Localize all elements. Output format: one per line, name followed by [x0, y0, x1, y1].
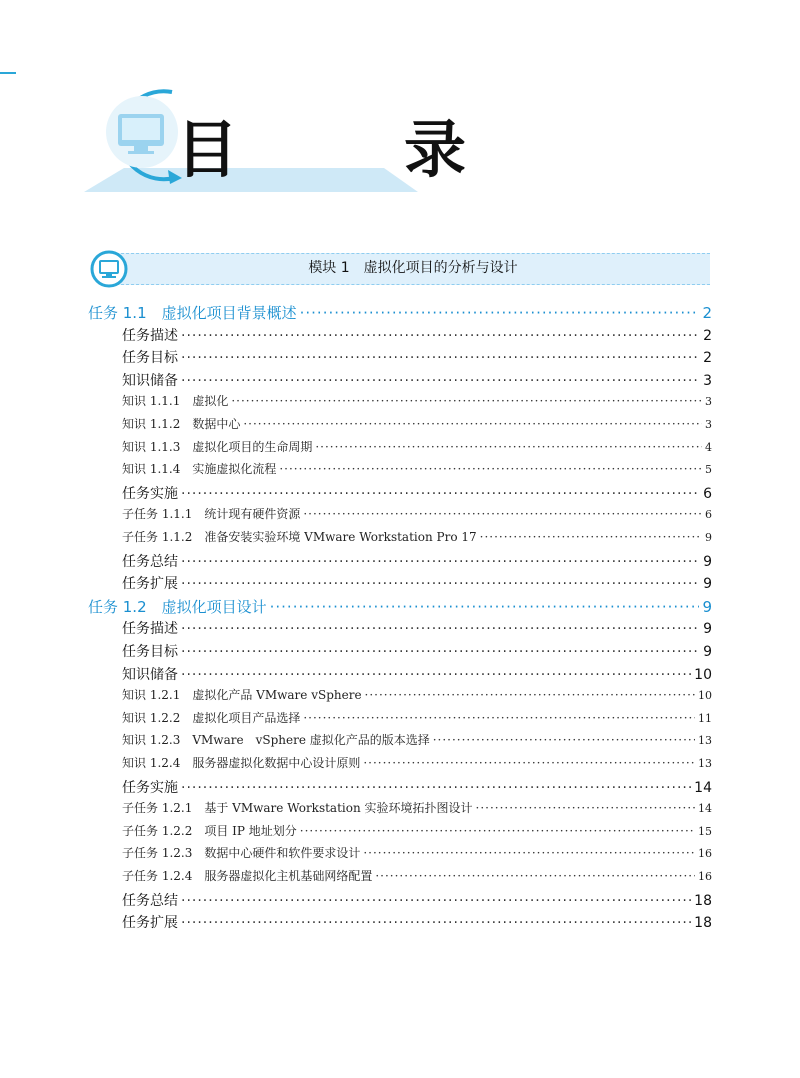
toc-entry-label: 子任务 1.2.3 数据中心硬件和软件要求设计 — [122, 846, 361, 861]
toc-leader-dots — [181, 486, 700, 502]
toc-leader-dots — [181, 644, 700, 660]
module-title: 模块 1 虚拟化项目的分析与设计 — [308, 260, 518, 276]
toc-entry-label: 子任务 1.2.4 服务器虚拟化主机基础网络配置 — [122, 869, 373, 883]
toc-entry-page: 13 — [698, 734, 712, 748]
toc-entry-page: 5 — [705, 463, 712, 477]
toc-leader-dots — [181, 554, 700, 570]
toc-entry[interactable] — [122, 844, 712, 861]
toc-entry[interactable] — [122, 890, 712, 910]
toc-entry[interactable] — [122, 709, 712, 726]
toc-leader-dots — [181, 576, 700, 592]
toc-entry-page: 9 — [703, 644, 712, 660]
toc-entry-page: 2 — [702, 304, 712, 322]
toc-entry-page: 3 — [705, 418, 712, 431]
toc-entry-page: 14 — [698, 802, 712, 816]
toc-entry-label: 任务目标 — [122, 644, 178, 660]
toc-entry-label: 任务目标 — [122, 350, 178, 367]
toc-entry-label: 任务实施 — [122, 779, 178, 796]
toc-entry[interactable] — [122, 618, 712, 638]
toc-entry-page: 3 — [703, 372, 712, 389]
toc-entry-page: 10 — [694, 666, 712, 683]
toc-entry-label: 知识储备 — [122, 666, 178, 683]
toc-leader-dots — [303, 711, 695, 725]
toc-entry-page: 13 — [698, 757, 712, 770]
toc-leader-dots — [181, 373, 700, 389]
toc-entry-page: 6 — [705, 508, 712, 522]
toc-entry-label: 任务描述 — [122, 327, 178, 344]
toc-leader-dots — [300, 824, 695, 838]
toc-entry[interactable] — [122, 347, 712, 367]
toc-entry[interactable] — [122, 528, 712, 545]
toc-leader-dots — [433, 733, 695, 747]
module-banner — [90, 250, 712, 288]
toc-leader-dots — [300, 304, 700, 322]
toc-leader-dots — [181, 328, 700, 344]
toc-leader-dots — [476, 801, 695, 815]
toc-entry-page: 9 — [703, 553, 712, 570]
toc-entry[interactable] — [122, 438, 712, 455]
toc-leader-dots — [181, 667, 691, 683]
toc-entry[interactable] — [122, 777, 712, 797]
toc-leader-dots — [181, 621, 700, 637]
toc-entry[interactable] — [122, 415, 712, 432]
toc-entry[interactable] — [88, 302, 712, 323]
top-edge-rule — [0, 72, 16, 74]
toc-entry-page: 9 — [705, 531, 712, 544]
page-title: 目 录 — [176, 113, 519, 186]
toc-leader-dots — [181, 780, 691, 796]
toc-entry[interactable] — [122, 912, 712, 932]
toc-entry[interactable] — [122, 392, 712, 409]
toc-entry[interactable] — [88, 596, 712, 617]
toc-leader-dots — [315, 440, 702, 454]
toc-entry-page: 4 — [705, 440, 712, 454]
toc-entry[interactable] — [122, 573, 712, 593]
toc-entry[interactable] — [122, 483, 712, 503]
toc-entry-page: 9 — [702, 597, 712, 616]
toc-entry[interactable] — [122, 460, 712, 477]
toc-entry-label: 任务实施 — [122, 485, 178, 502]
toc-entry-page: 14 — [694, 779, 712, 796]
toc-entry-page: 9 — [703, 621, 712, 638]
toc-leader-dots — [181, 893, 691, 909]
toc-entry-label: 任务总结 — [122, 892, 178, 909]
toc-entry-label: 知识 1.1.3 虚拟化项目的生命周期 — [122, 439, 313, 454]
toc-entry-page: 3 — [705, 395, 712, 409]
toc-entry-label: 任务 1.2 虚拟化项目设计 — [88, 597, 267, 616]
toc-entry-label: 任务描述 — [122, 621, 178, 638]
toc-entry[interactable] — [122, 731, 712, 748]
toc-leader-dots — [243, 417, 702, 431]
toc-leader-dots — [279, 462, 702, 476]
toc-entry-page: 15 — [698, 824, 712, 838]
toc-leader-dots — [480, 530, 702, 544]
toc-entry-label: 知识 1.1.2 数据中心 — [122, 417, 241, 431]
toc-entry-page: 18 — [694, 915, 712, 932]
toc-entry-label: 知识储备 — [122, 372, 178, 389]
toc-entry[interactable] — [122, 551, 712, 571]
toc-entry[interactable] — [122, 664, 712, 684]
toc-entry-page: 18 — [694, 892, 712, 909]
toc-entry[interactable] — [122, 641, 712, 661]
toc-entry-page: 11 — [698, 711, 712, 725]
toc-leader-dots — [181, 350, 700, 366]
toc-entry[interactable] — [122, 822, 712, 839]
toc-leader-dots — [375, 869, 695, 883]
toc-entry[interactable] — [122, 754, 712, 771]
toc-entry-page: 2 — [703, 350, 712, 367]
toc-leader-dots — [363, 846, 695, 860]
toc-entry-page: 6 — [703, 485, 712, 502]
toc-entry[interactable] — [122, 370, 712, 390]
toc-entry-label: 知识 1.2.2 虚拟化项目产品选择 — [122, 710, 301, 725]
toc-leader-dots — [231, 394, 702, 408]
toc-entry-label: 知识 1.1.1 虚拟化 — [122, 394, 229, 409]
toc-entry-label: 任务扩展 — [122, 915, 178, 932]
toc-entry[interactable] — [122, 325, 712, 345]
toc-entry-label: 知识 1.1.4 实施虚拟化流程 — [122, 462, 277, 477]
toc-entry-page: 16 — [698, 847, 712, 861]
toc-entry-label: 任务 1.1 虚拟化项目背景概述 — [88, 304, 297, 322]
toc-entry[interactable] — [122, 686, 712, 703]
toc-leader-dots — [303, 507, 702, 521]
toc-leader-dots — [270, 598, 700, 616]
toc-entry-page: 16 — [698, 870, 712, 883]
toc-entry-page: 10 — [698, 689, 712, 703]
toc-leader-dots — [363, 756, 695, 770]
toc-leader-dots — [181, 915, 691, 931]
toc-entry[interactable] — [122, 799, 712, 816]
toc-entry-label: 任务扩展 — [122, 576, 178, 593]
toc-entry-label: 子任务 1.2.2 项目 IP 地址划分 — [122, 823, 297, 838]
toc-entry-label: 任务总结 — [122, 553, 178, 570]
toc-entry-label: 知识 1.2.4 服务器虚拟化数据中心设计原则 — [122, 756, 361, 770]
toc-entry-page: 9 — [703, 576, 712, 593]
toc-entry-label: 知识 1.2.1 虚拟化产品 VMware vSphere — [122, 688, 362, 703]
toc-entry[interactable] — [122, 867, 712, 884]
toc-entry-label: 知识 1.2.3 VMware vSphere 虚拟化产品的版本选择 — [122, 733, 430, 748]
toc-entry[interactable] — [122, 505, 712, 522]
toc-entry-label: 子任务 1.1.2 准备安装实验环境 VMware Workstation Pro 17 — [122, 530, 477, 544]
toc-entry-page: 2 — [703, 327, 712, 344]
toc-entry-label: 子任务 1.1.1 统计现有硬件资源 — [122, 507, 301, 522]
toc-entry-label: 子任务 1.2.1 基于 VMware Workstation 实验环境拓扑图设计 — [122, 801, 473, 816]
toc-leader-dots — [365, 688, 695, 702]
